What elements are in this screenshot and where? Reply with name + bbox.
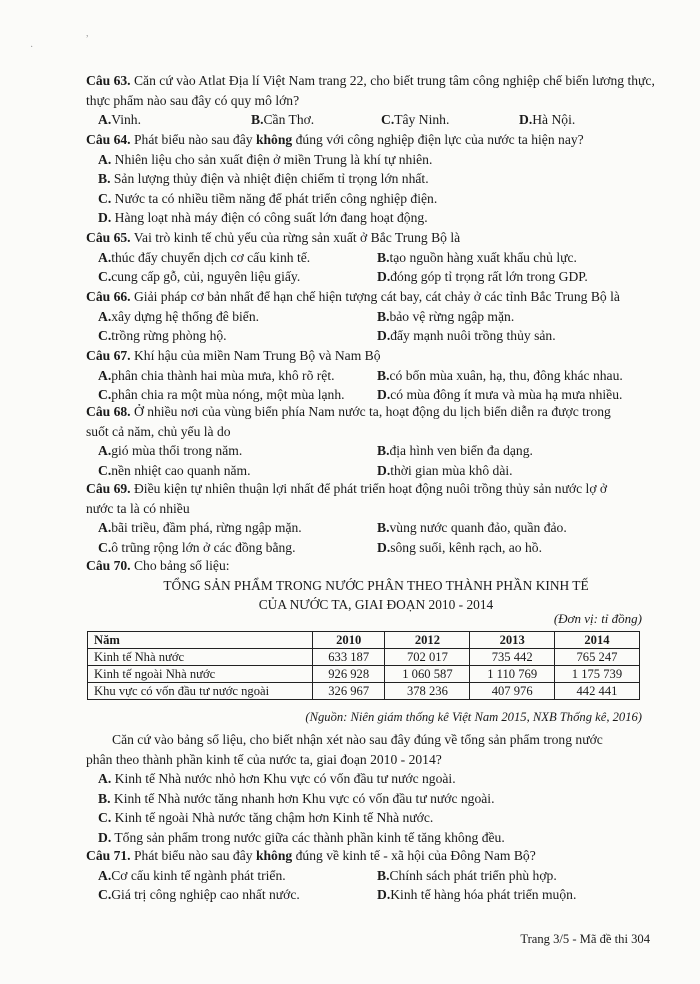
table-cell: Kinh tế ngoài Nhà nước [88,666,313,683]
question-text: Vai trò kinh tế chủ yếu của rừng sản xuất ở Bắc Trung Bộ là [133,230,461,245]
option-a[interactable]: A. xây dựng hệ thống đê biển. [98,308,260,324]
question-number: Câu 69. [86,481,131,496]
question-text: Điều kiện tự nhiên thuận lợi nhất để phát triển hoạt động nuôi trồng thủy sản nước lợ ở [133,481,608,496]
question-emphasis: không [255,848,293,863]
question-number: Câu 65. [86,230,131,245]
question-text: Căn cứ vào Atlat Địa lí Việt Nam trang 22, cho biết trung tâm công nghiệp chế biến lương thực, [133,73,655,88]
table-cell: 378 236 [385,683,470,700]
table-row [88,683,640,700]
question-number: Câu 64. [86,132,131,147]
question-63 [86,71,686,130]
options-row [86,248,686,268]
question-number: Câu 63. [86,73,131,88]
options-row [86,326,686,346]
option-a[interactable]: A. phân chia thành hai mùa mưa, khô rõ rệt. [98,367,335,383]
question-text: Giải pháp cơ bản nhất để hạn chế hiện tượng cát bay, cát chảy ở các tỉnh Bắc Trung Bộ là [133,289,620,304]
option-c[interactable]: C. trồng rừng phòng hộ. [98,328,227,344]
option-b[interactable]: B. địa hình ven biển đa dạng. [377,443,533,459]
table-header-cell: 2013 [470,632,554,649]
question-68 [86,402,686,480]
table-cell: 1 060 587 [385,666,470,683]
option-d[interactable]: D. có mùa đông ít mưa và mùa hạ mưa nhiều. [377,387,623,403]
question-text: suốt cả năm, chủ yếu là do [86,423,231,439]
options-row [86,441,686,461]
option-c[interactable]: C. Tây Ninh. [381,112,450,128]
option-b[interactable]: B. Sản lượng thủy điện và nhiệt điện chiếm tỉ trọng lớn nhất. [98,171,429,187]
scan-speck: · [30,42,34,53]
question-text: thực phẩm nào sau đây có quy mô lớn? [86,92,300,108]
option-d[interactable]: D. đẩy mạnh nuôi trồng thủy sản. [377,328,556,344]
options-row [86,518,686,538]
option-b[interactable]: B. tạo nguồn hàng xuất khẩu chủ lực. [377,249,577,265]
scan-speck: , [86,28,89,39]
options-row [86,885,686,905]
option-c[interactable]: C. ô trũng rộng lớn ở các đồng bằng. [98,539,296,555]
question-text: phân theo thành phần kinh tế của nước ta, giai đoạn 2010 - 2014? [86,751,442,767]
question-number: Câu 68. [86,404,131,419]
option-a[interactable]: A. Vinh. [98,112,141,128]
question-text: Phát biểu nào sau đây [133,848,253,863]
question-number: Câu 70. [86,558,131,573]
data-table [87,631,640,700]
table-cell: 1 175 739 [554,666,639,683]
option-a[interactable]: A. thúc đẩy chuyển dịch cơ cấu kinh tế. [98,249,311,265]
option-a[interactable]: A. Nhiên liệu cho sản xuất điện ở miền Trung là khí tự nhiên. [98,151,433,167]
table-cell: 1 110 769 [470,666,554,683]
question-text: đúng với công nghiệp điện lực của nước ta hiện nay? [295,132,584,147]
option-d[interactable]: D. Tổng sản phẩm trong nước giữa các thành phần kinh tế tăng không đều. [98,829,505,845]
table-subtitle: CỦA NƯỚC TA, GIAI ĐOẠN 2010 - 2014 [258,597,494,613]
question-70 [86,556,686,615]
table-header-row [88,632,640,649]
option-c[interactable]: C. Kinh tế ngoài Nhà nước tăng chậm hơn Kinh tế Nhà nước. [98,810,434,826]
question-66 [86,287,686,346]
option-a[interactable]: A. Kinh tế Nhà nước nhỏ hơn Khu vực có vốn đầu tư nước ngoài. [98,771,456,787]
question-text: Khí hậu của miền Nam Trung Bộ và Nam Bộ [133,348,381,363]
table-cell: 326 967 [313,683,385,700]
table-cell: 702 017 [385,649,470,666]
option-b[interactable]: B. vùng nước quanh đảo, quần đảo. [377,520,567,536]
option-c[interactable]: C. cung cấp gỗ, củi, nguyên liệu giấy. [98,269,301,285]
options-row [86,461,686,481]
question-text: nước ta là có nhiều [86,500,190,516]
option-b[interactable]: B. bảo vệ rừng ngập mặn. [377,308,515,324]
table-unit: (Đơn vị: tỉ đồng) [553,611,642,626]
options-row [86,866,686,886]
table-cell: 765 247 [554,649,639,666]
table-cell: Kinh tế Nhà nước [88,649,313,666]
option-b[interactable]: B. Kinh tế Nhà nước tăng nhanh hơn Khu vực có vốn đầu tư nước ngoài. [98,790,495,806]
option-b[interactable]: B. có bốn mùa xuân, hạ, thu, đông khác nhau. [377,367,623,383]
option-d[interactable]: D. sông suối, kênh rạch, ao hồ. [377,539,542,555]
table-header-cell: Năm [88,632,313,649]
question-69 [86,479,686,557]
table-source: (Nguồn: Niên giám thống kê Việt Nam 2015, NXB Thống kê, 2016) [305,710,642,724]
page-footer: Trang 3/5 - Mã đề thi 304 [520,932,650,946]
question-text: đúng về kinh tế - xã hội của Đông Nam Bộ? [295,848,536,863]
options-row [86,538,686,558]
question-text: Cho bảng số liệu: [133,558,230,573]
table-row [88,666,640,683]
options-row [86,307,686,327]
option-a[interactable]: A. bãi triều, đầm phá, rừng ngập mặn. [98,520,302,536]
option-b[interactable]: B. Cần Thơ. [251,112,315,128]
table-cell: 407 976 [470,683,554,700]
options-row [86,267,686,287]
question-number: Câu 71. [86,848,131,863]
question-number: Câu 67. [86,348,131,363]
table-row [88,649,640,666]
option-d[interactable]: D. Kinh tế hàng hóa phát triển muộn. [377,887,577,903]
option-c[interactable]: C. phân chia ra một mùa nóng, một mùa lạnh. [98,387,345,403]
question-70-stem [86,730,686,848]
table-cell: Khu vực có vốn đầu tư nước ngoài [88,683,313,700]
question-67 [86,346,686,405]
question-71 [86,846,686,905]
option-b[interactable]: B. Chính sách phát triển phù hợp. [377,867,557,883]
option-d[interactable]: D. Hàng loạt nhà máy điện có công suất lớn đang hoạt động. [98,210,428,226]
table-cell: 926 928 [313,666,385,683]
option-c[interactable]: C. nền nhiệt cao quanh năm. [98,462,251,478]
option-d[interactable]: D. thời gian mùa khô dài. [377,462,513,478]
table-cell: 442 441 [554,683,639,700]
table-header-cell: 2010 [313,632,385,649]
question-text: Ở nhiều nơi của vùng biển phía Nam nước ta, hoạt động du lịch biển diễn ra được trong [133,404,611,419]
question-text: Phát biểu nào sau đây [133,132,253,147]
question-65 [86,228,686,287]
options-row [86,110,686,130]
option-c[interactable]: C. Nước ta có nhiều tiềm năng để phát triển công nghiệp điện. [98,190,438,206]
question-number: Câu 66. [86,289,131,304]
question-text: Căn cứ vào bảng số liệu, cho biết nhận xét nào sau đây đúng về tổng sản phẩm trong nước [112,732,603,747]
table-header-cell: 2014 [554,632,639,649]
option-d[interactable]: D. Hà Nội. [519,112,576,128]
question-emphasis: không [255,132,293,147]
table-cell: 633 187 [313,649,385,666]
option-d[interactable]: D. đóng góp tỉ trọng rất lớn trong GDP. [377,269,588,285]
option-a[interactable]: A. gió mùa thổi trong năm. [98,443,243,459]
table-title: TỔNG SẢN PHẨM TRONG NƯỚC PHÂN THEO THÀNH PHẦN KINH TẾ [163,577,589,593]
option-a[interactable]: A. Cơ cấu kinh tế ngành phát triển. [98,867,286,883]
option-c[interactable]: C. Giá trị công nghiệp cao nhất nước. [98,887,300,903]
question-64 [86,130,686,228]
table-cell: 735 442 [470,649,554,666]
options-row [86,366,686,386]
table-header-cell: 2012 [385,632,470,649]
